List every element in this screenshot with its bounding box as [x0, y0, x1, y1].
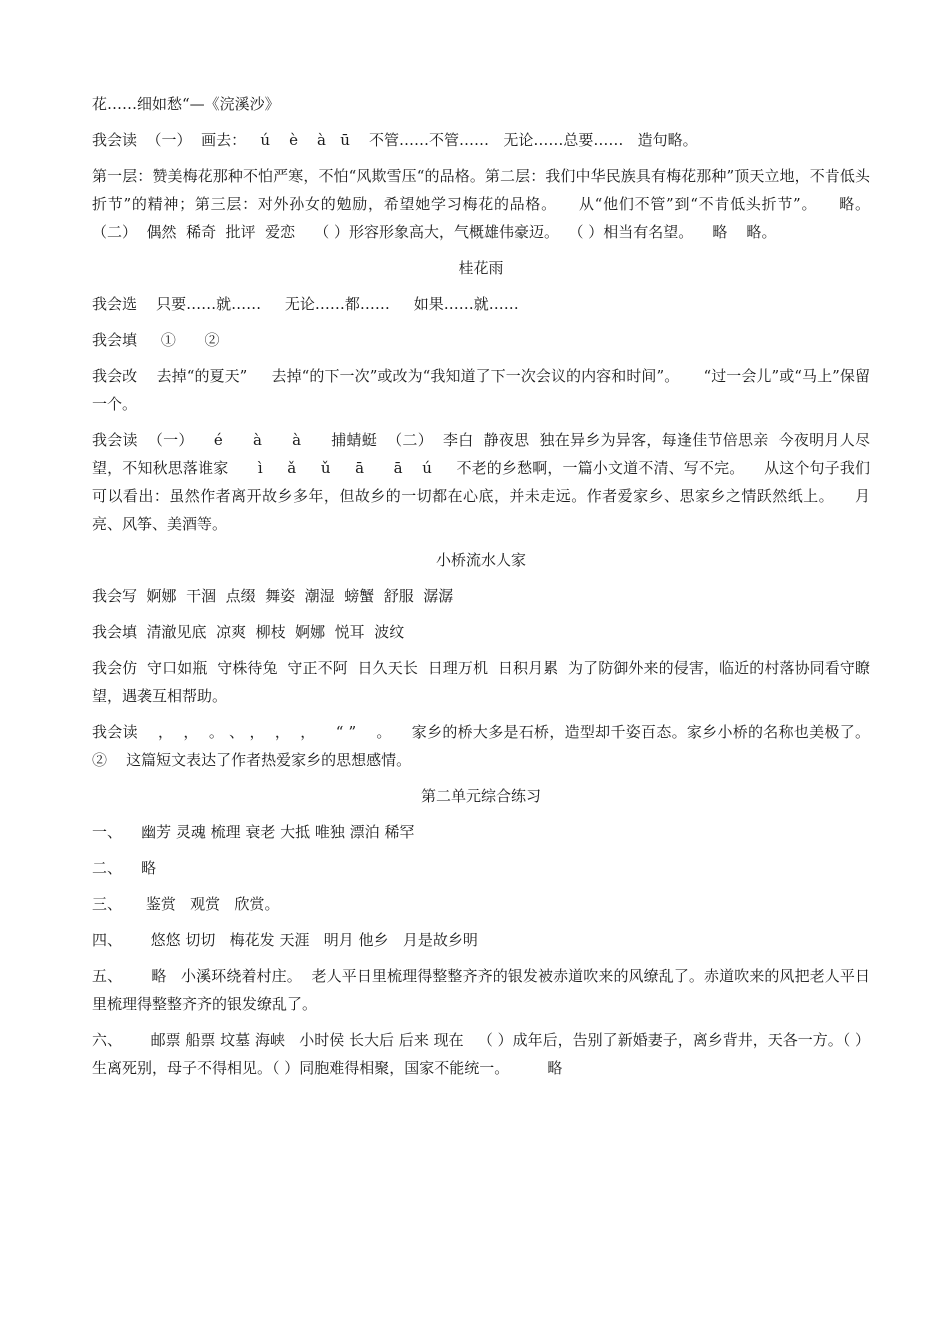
paragraph-11: 我会填 清澈见底 凉爽 柳枝 婀娜 悦耳 波纹 — [92, 623, 405, 641]
paragraph-3: 第一层：赞美梅花那种不怕严寒，不怕“风欺雪压“的品格。第二层：我们中华民族具有梅花那种”顶天立地，不肯低头折节”的精神；第三层：对外孙女的勉励，希望她学习梅花的品格。 从“他们不管”到“不肯低头折节”。 略。 （二） 偶然 稀奇 批评 爱恋 （ ）形容形象高大，气概雄伟豪迈。 （ ）相当有名望。 略 略。 — [92, 167, 880, 241]
section-heading-unit2: 第二单元综合练习 — [420, 787, 541, 805]
paragraph-17: 三、 鉴赏 观赏 欣赏。 — [92, 895, 280, 913]
paragraph-19: 五、 略 小溪环绕着村庄。 老人平日里梳理得整整齐齐的银发被赤道吹来的风缭乱了。赤道吹来的风把老人平日里梳理得整整齐齐的银发缭乱了。 — [92, 967, 870, 1013]
paragraph-7: 我会改 去掉“的夏天” 去掉“的下一次”或改为“我知道了下一次会议的内容和时间”。 “过一会儿”或“马上”保留一个。 — [92, 367, 870, 413]
section-heading-guihuayu: 桂花雨 — [458, 259, 504, 277]
paragraph-13: 我会读 ， ， 。 、 ， ， ， “ ” 。 家乡的桥大多是石桥，造型却千姿百态。家乡小桥的名称也美极了。 ② 这篇短文表达了作者热爱家乡的思想感情。 — [92, 723, 885, 769]
paragraph-16: 二、 略 — [92, 859, 157, 877]
paragraph-1: 花……细如愁“—《浣溪沙》 — [92, 95, 280, 113]
paragraph-6: 我会填 ① ② — [92, 331, 220, 349]
paragraph-18: 四、 悠悠 切切 梅花发 天涯 明月 他乡 月是故乡明 — [92, 931, 478, 949]
section-heading-xiaoqiao: 小桥流水人家 — [435, 551, 526, 569]
paragraph-10: 我会写 婀娜 干涸 点缀 舞姿 潮湿 螃蟹 舒服 潺潺 — [92, 587, 454, 605]
paragraph-12: 我会仿 守口如瓶 守株待兔 守正不阿 日久天长 日理万机 日积月累 为了防御外来的侵害，临近的村落协同看守瞭望，遇袭互相帮助。 — [92, 659, 870, 705]
document-body — [92, 90, 885, 1090]
paragraph-5: 我会选 只要……就…… 无论……都…… 如果……就…… — [92, 295, 519, 313]
paragraph-8: 我会读 （一） é à à 捕蜻蜓 （二） 李白 静夜思 独在异乡为异客，每逢佳节倍思亲 今夜明月人尽望，不知秋思落谁家 ì ǎ ǔ ā ā ú 不老的乡愁啊，一篇小文道不清、写不完。 从这个句子我们可以看出：虽然作者离开故乡多年，但故乡的一切都在心底，并未走远。作者爱家乡、思家乡之情跃然纸上。 月亮、风筝、美酒等。 — [92, 431, 870, 533]
paragraph-20: 六、 邮票 船票 坟墓 海峡 小时侯 长大后 后来 现在 （ ）成年后，告别了新婚妻子，离乡背井，天各一方。（ ）生离死别，母子不得相见。（ ）同胞难得相聚，国家不能统一。 略 — [92, 1031, 870, 1077]
paragraph-2: 我会读 （一） 画去： ú è à ū 不管……不管…… 无论……总要…… 造句略。 — [92, 131, 698, 149]
paragraph-15: 一、 幽芳 灵魂 梳理 衰老 大抵 唯独 漂泊 稀罕 — [92, 823, 415, 841]
